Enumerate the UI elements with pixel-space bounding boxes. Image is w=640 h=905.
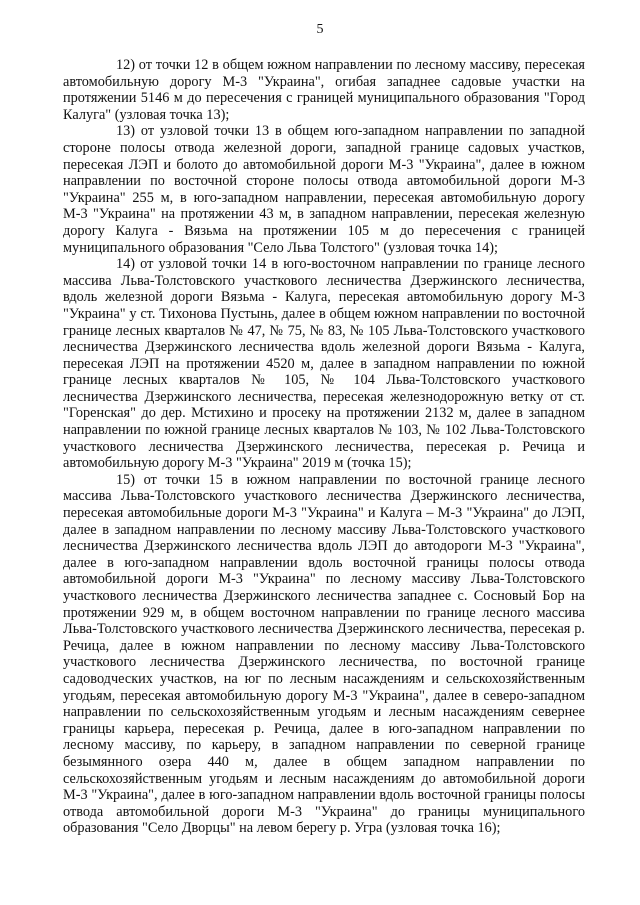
paragraph-15: 15) от точки 15 в южном направлении по восточной границе лесного массива Льва-Толстовского участкового лесничества Дзержинского лесничества, пересекая автомобильные дороги М-3 "Украина" и Калуга – М-3 "Украина" до ЛЭП, далее в западном направлении по лесному массиву Льва-Толстовского участкового лесничества Дзержинского лесничества вдоль ЛЭП до автодороги М-3 "Украина", далее в юго-западном направлении вдоль восточной границы полосы отвода автомобильной дороги М-3 "Украина" по лесному массиву Льва-Толстовского участкового лесничества Дзержинского лесничества западнее с. Сосновый Бор на протяжении 929 м, в общем восточном направлении по границе лесного массива Льва-Толстовского участкового лесничества Дзержинского лесничества, пересекая р. Речица, далее в южном направлении по лесному массиву Льва-Толстовского участкового лесничества Дзержинского лесничества, по восточной границе садоводческих участков, на юг по лесным насаждениям и сельскохозяйственным угодьям, пересекая автомобильную дорогу М-3 "Украина", далее в северо-западном направлении по сельскохозяйственным угодьям и лесным насаждениям севернее границы карьера, пересекая р. Речица, далее в юго-западном направлении по лесному массиву, по карьеру, в западном направлении по северной границе безымянного озера 440 м, далее в общем западном направлении по сельскохозяйственным угодьям и лесным насаждениям до автомобильной дороги М-3 "Украина", далее в юго-западном направлении вдоль восточной границы полосы отвода автомобильной дороги М-3 "Украина" до границы муниципального образования "Село Дворцы" на левом берегу р. Угра (узловая точка 16);: [63, 471, 585, 837]
paragraph-12: 12) от точки 12 в общем южном направлении по лесному массиву, пересекая автомобильную дорогу М-3 "Украина", огибая западнее садовые участки на протяжении 5146 м до пересечения с границей муниципального образования "Город Калуга" (узловая точка 13);: [63, 57, 585, 123]
paragraph-13: 13) от узловой точки 13 в общем юго-западном направлении по западной стороне полосы отвода железной дороги, западной границе садовых участков, пересекая ЛЭП и болото до автомобильной дороги М-3 "Украина", далее в южном направлении по восточной стороне полосы отвода автомобильной дороги М-3 "Украина" 255 м, в юго-западном направлении, пересекая автомобильную дорогу М-3 "Украина" на протяжении 43 м, в западном направлении, пересекая железную дорогу Калуга - Вязьма на протяжении 105 м до пересечения с границей муниципального образования "Село Льва Толстого" (узловая точка 14);: [63, 123, 585, 256]
paragraph-14: 14) от узловой точки 14 в юго-восточном направлении по границе лесного массива Льва-Толстовского участкового лесничества Дзержинского лесничества, вдоль железной дороги Вязьма - Калуга, пересекая автомобильную дорогу М-3 "Украина" у ст. Тихонова Пустынь, далее в общем южном направлении по восточной границе лесных кварталов № 47, № 75, № 83, № 105 Льва-Толстовского участкового лесничества Дзержинского лесничества вдоль железной дороги Вязьма - Калуга, пересекая ЛЭП на протяжении 4520 м, далее в западном направлении по южной границе лесных кварталов № 105, № 104 Льва-Толстовского участкового лесничества Дзержинского лесничества, пересекая железнодорожную ветку от ст. "Горенская" до дер. Мстихино и просеку на протяжении 2132 м, далее в западном направлении по южной границе лесных кварталов № 103, № 102 Льва-Толстовского участкового лесничества Дзержинского лесничества, пересекая р. Речица и автомобильную дорогу М-3 "Украина" 2019 м (точка 15);: [63, 256, 585, 472]
document-body: [63, 57, 585, 837]
page-number: 5: [316, 22, 324, 37]
